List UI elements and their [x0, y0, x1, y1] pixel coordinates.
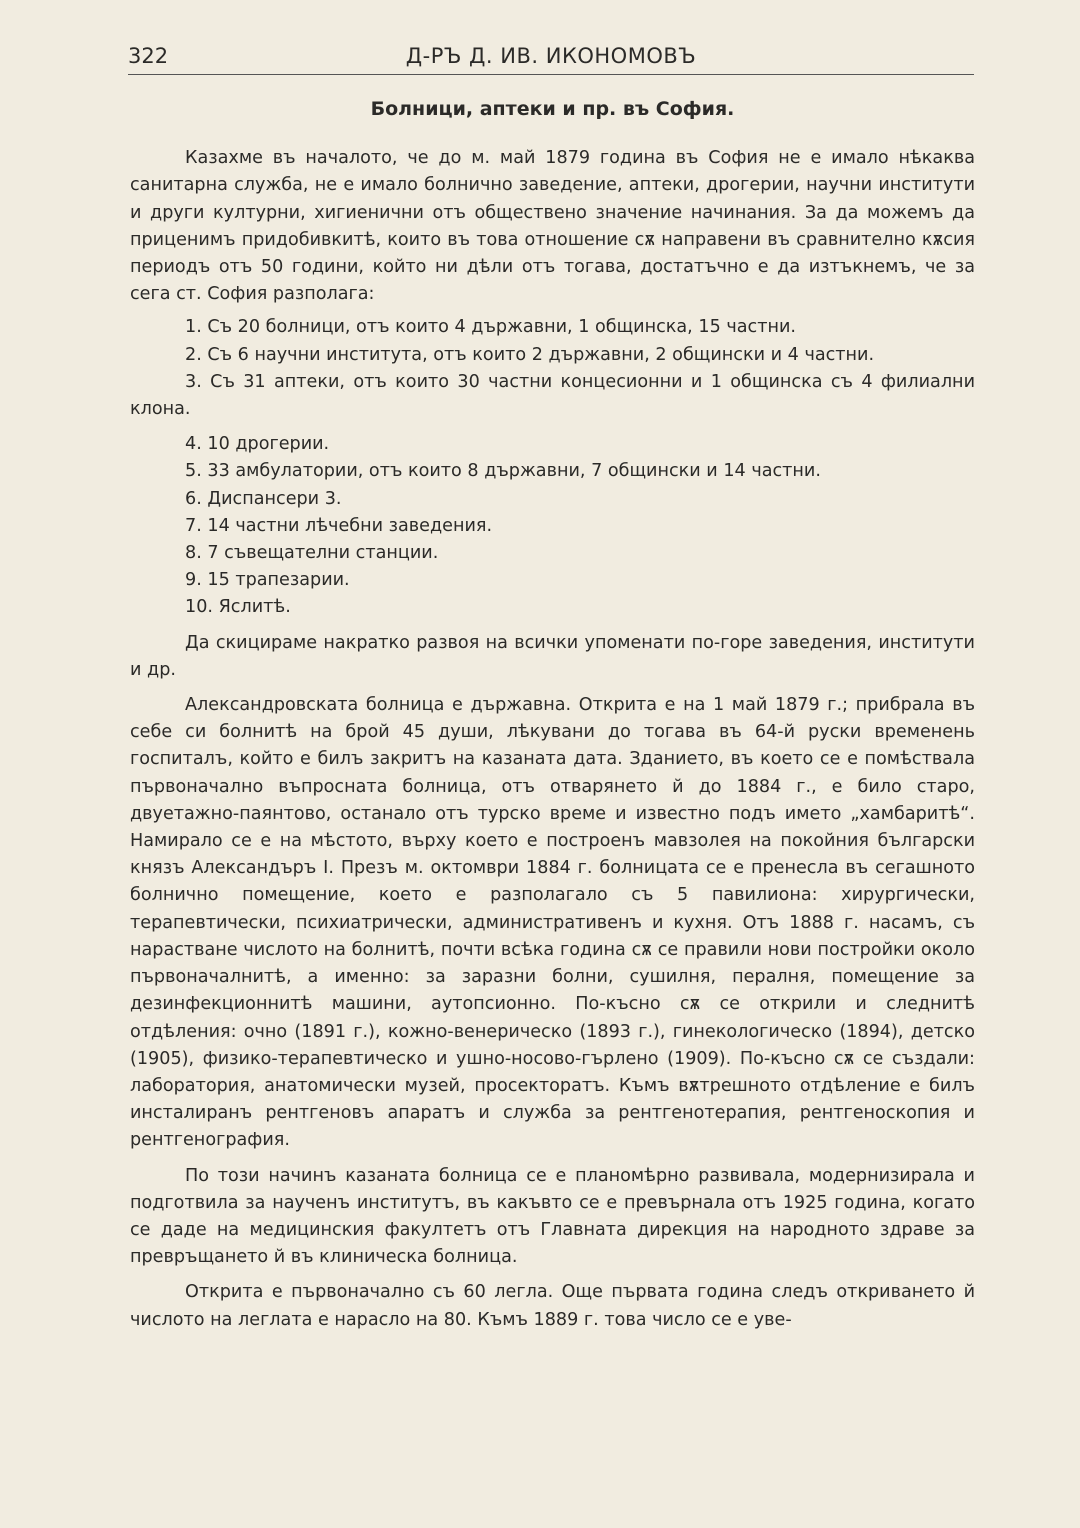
- body-paragraph: Да скицираме накратко развоя на всички упоменати по-горе заведения, институти и др.: [130, 632, 975, 680]
- body-paragraph: Александровската болница е държавна. Открита е на 1 май 1879 г.; прибрала въ себе си болнитѣ на брой 45 души, лѣкувани до тогава въ 64-й руски временень госпиталъ, който е билъ закритъ на казаната дата. Зданието, въ което се е помѣствала първоначално въпросната болница, отъ отварянето й до 1884 г., е било старо, двуетажно-паянтово, останало отъ турско време и известно подъ името „хамбаритѣ“. Намирало се е на мѣстото, върху което е построенъ мавзолея на покойния български князъ Александъръ I. Презъ м. октомври 1884 г. болницата се е пренесла въ сегашното болнично помещение, което е разполагало съ 5 павилиона: хирургически, терапевтически, психиатрически, административенъ и кухня. Отъ 1888 г. насамъ, съ нарастване числото на болнитѣ, почти всѣка година сѫ се правили нови постройки около първоначалнитѣ, а именно: за заразни болни, сушилня, пералня, помещение за дезинфекционнитѣ машини, аутопсионно. По-късно сѫ се открили и следнитѣ отдѣления: очно (1891 г.), кожно-венерическо (1893 г.), гинекологическо (1894), детско (1905), физико-терапевтическо и ушно-носово-гърлено (1909). По-късно сѫ се създали: лаборатория, анатомически музей, просекторатъ. Къмъ вѫтрешното отдѣление е билъ инсталиранъ рентгеновъ апаратъ и служба за рентгенотерапия, рентгеноскопия и рентгенография.: [130, 695, 975, 1151]
- list-item: 4. 10 дрогерии.: [185, 434, 330, 455]
- list-item: 8. 7 съвещателни станции.: [185, 543, 439, 564]
- body-paragraph: По този начинъ казаната болница се е планомѣрно развивала, модернизирала и подготвила за наученъ институтъ, въ какъвто се е превърнала отъ 1925 година, когато се даде на медицинския факултетъ отъ Главната дирекция на народното здраве за превръщането й въ клиническа болница.: [130, 1165, 975, 1268]
- intro-paragraph: Казахме въ началото, че до м. май 1879 година въ София не е имало нѣкаква санитарна служба, не е имало болнично заведение, аптеки, дрогерии, научни институти и други културни, хигиенични отъ обществено значение начинания. За да можемъ да приценимъ придобивкитѣ, които въ това отношение сѫ направени въ сравнително кѫсия периодъ отъ 50 години, който ни дѣли отъ тогава, достатъчно е да изтъкнемъ, че за сега ст. София разполага:: [130, 148, 975, 305]
- page-body: [130, 96, 975, 1340]
- list-item: 10. Яслитѣ.: [185, 597, 291, 618]
- page-header: [128, 40, 974, 75]
- list-item: 9. 15 трапезарии.: [185, 570, 350, 591]
- list-item: 7. 14 частни лѣчебни заведения.: [185, 515, 493, 536]
- running-title: Д-РЪ Д. ИВ. ИКОНОМОВЪ: [405, 44, 697, 68]
- list-item: 1. Съ 20 болници, отъ които 4 държавни, 1 общинска, 15 частни.: [185, 317, 796, 338]
- page-number: 322: [128, 44, 169, 68]
- section-title: Болници, аптеки и пр. въ София.: [370, 98, 735, 120]
- list-item: 3. Съ 31 аптеки, отъ които 30 частни концесионни и 1 общинска съ 4 филиални клона.: [130, 371, 975, 420]
- list-item: 6. Диспансери 3.: [185, 488, 342, 509]
- facility-list: [130, 314, 975, 621]
- list-item: 2. Съ 6 научни института, отъ които 2 държавни, 2 общински и 4 частни.: [185, 344, 875, 365]
- body-paragraph: Открита е първоначално съ 60 легла. Още първата година следъ откриването й числото на леглата е нарасло на 80. Къмъ 1889 г. това число се е уве-: [130, 1282, 975, 1330]
- list-item: 5. 33 амбулатории, отъ които 8 държавни, 7 общински и 14 частни.: [185, 461, 821, 482]
